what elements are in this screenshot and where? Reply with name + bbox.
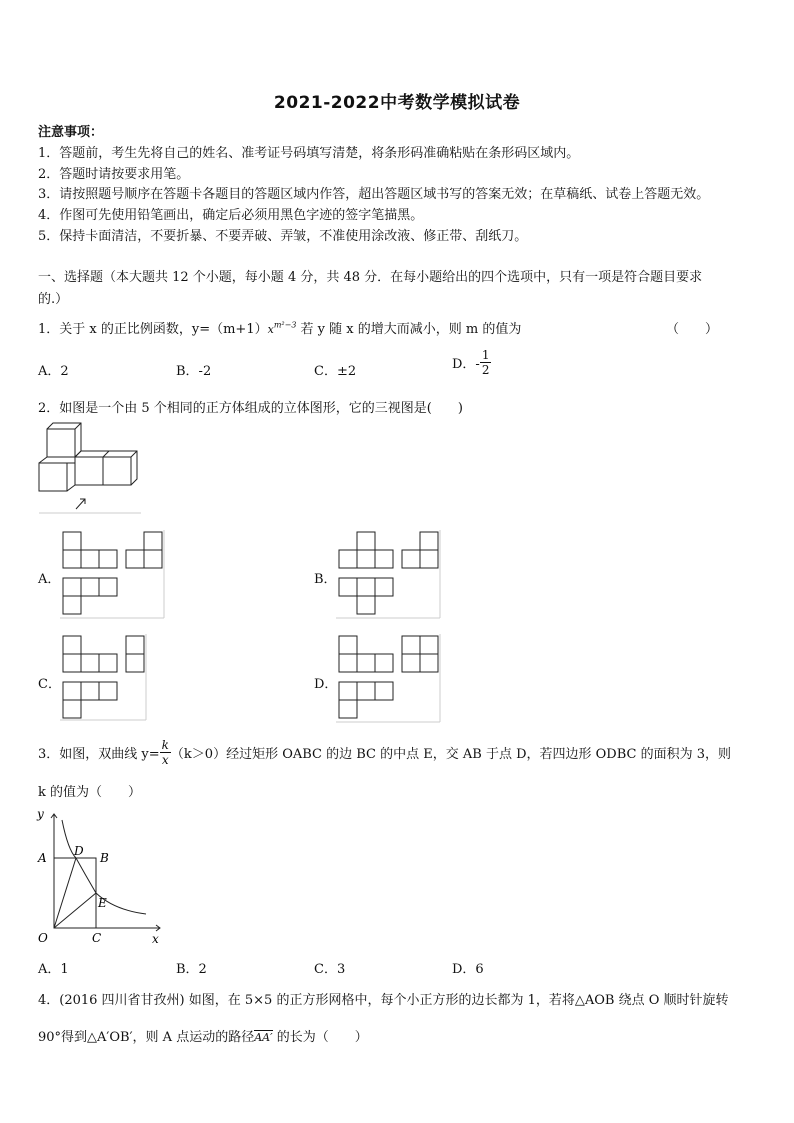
q3-suffix: （k＞0）经过矩形 OABC 的边 BC 的中点 E，交 AB 于点 D，若四边形 ODBC 的面积为 3，则 [170, 747, 732, 762]
q2-option-b-label[interactable]: B． [314, 572, 337, 587]
q2-option-c-label[interactable]: C． [38, 677, 61, 692]
q1-base: x [267, 323, 274, 336]
q1-prefix: 1．关于 x 的正比例函数，y=（m+1） [38, 322, 268, 337]
section-heading-line2: 的.） [38, 292, 69, 307]
q3-label-x: x [152, 932, 159, 946]
q3-label-e: E [98, 896, 107, 910]
question-4-line2 [38, 1026, 368, 1045]
q3-label-d: D [74, 844, 84, 858]
notice-item-3: 3．请按照题号顺序在答题卡各题目的答题区域内作答，超出答题区域书写的答案无效；在草稿纸、试卷上答题无效。 [38, 187, 710, 202]
q1-suffix: 若 y 随 x 的增大而减小，则 m 的值为 [296, 322, 522, 337]
q3-option-a[interactable]: A．1 [38, 962, 69, 977]
q3-label-a: A [38, 851, 47, 865]
q3-option-c[interactable]: C．3 [314, 962, 346, 977]
q4-line2-suffix: 的长为（ ） [272, 1030, 368, 1045]
q1-option-b[interactable]: B．-2 [176, 364, 212, 379]
notice-item-4: 4．作图可先使用铅笔画出，确定后必须用黑色字迹的签字笔描黑。 [38, 208, 424, 223]
q1-answer-paren: （ ） [666, 322, 719, 337]
question-3 [38, 738, 731, 767]
notice-item-5: 5．保持卡面清洁，不要折暴、不要弄破、弄皱，不准使用涂改液、修正带、刮纸刀。 [38, 229, 528, 244]
question-2: 2．如图是一个由 5 个相同的正方体组成的立体图形，它的三视图是( ) [38, 401, 463, 416]
q3-label-b: B [100, 851, 109, 865]
q1-exponent: m²−3 [273, 320, 297, 330]
page-title: 2021-2022中考数学模拟试卷 [273, 93, 521, 113]
q3-option-b[interactable]: B．2 [176, 962, 207, 977]
notice-heading: 注意事项： [38, 125, 104, 140]
notice-item-2: 2．答题时请按要求用笔。 [38, 167, 190, 182]
q3-label-y: y [37, 807, 44, 821]
q3-hyperbola-figure [34, 807, 164, 946]
q1-option-c[interactable]: C．±2 [314, 364, 357, 379]
q2-option-a-label[interactable]: A． [38, 572, 61, 587]
q2-option-c-views[interactable] [60, 634, 150, 722]
q2-option-b-views[interactable] [336, 530, 444, 620]
q4-line2-prefix: 90°得到△A′OB′，则 A 点运动的路径 [38, 1030, 255, 1045]
q3-option-d[interactable]: D．6 [452, 962, 484, 977]
q2-solid-figure [37, 423, 141, 515]
question-4: 4．(2016 四川省甘孜州) 如图，在 5×5 的正方形网格中，每个小正方形的边长都为 1，若将△AOB 绕点 O 顺时针旋转 [38, 993, 729, 1008]
q3-prefix: 3．如图，双曲线 y= [38, 747, 160, 762]
q4-arc-label: AA′ [254, 1031, 273, 1044]
q2-option-a-views[interactable] [60, 530, 168, 620]
question-3-line2: k 的值为（ ） [38, 785, 142, 800]
q1-option-d-fraction: $\frac{1}{2}$ [481, 348, 490, 377]
q1-option-d-prefix: D．- [452, 357, 480, 372]
q1-option-a[interactable]: A．2 [38, 364, 69, 379]
section-heading-line1: 一、选择题（本大题共 12 个小题，每小题 4 分，共 48 分．在每小题给出的四个选项中，只有一项是符合题目要求 [38, 270, 703, 285]
q3-label-o: O [38, 931, 48, 945]
q1-option-d[interactable] [452, 348, 491, 377]
q2-option-d-views[interactable] [336, 634, 444, 724]
q3-fraction: $\frac{k}{x}$ [161, 738, 169, 767]
q3-label-c: C [92, 931, 102, 945]
q2-option-d-label[interactable]: D． [314, 677, 338, 692]
notice-item-1: 1．答题前，考生先将自己的姓名、准考证号码填写清楚，将条形码准确粘贴在条形码区域内。 [38, 146, 580, 161]
question-1 [38, 318, 521, 337]
